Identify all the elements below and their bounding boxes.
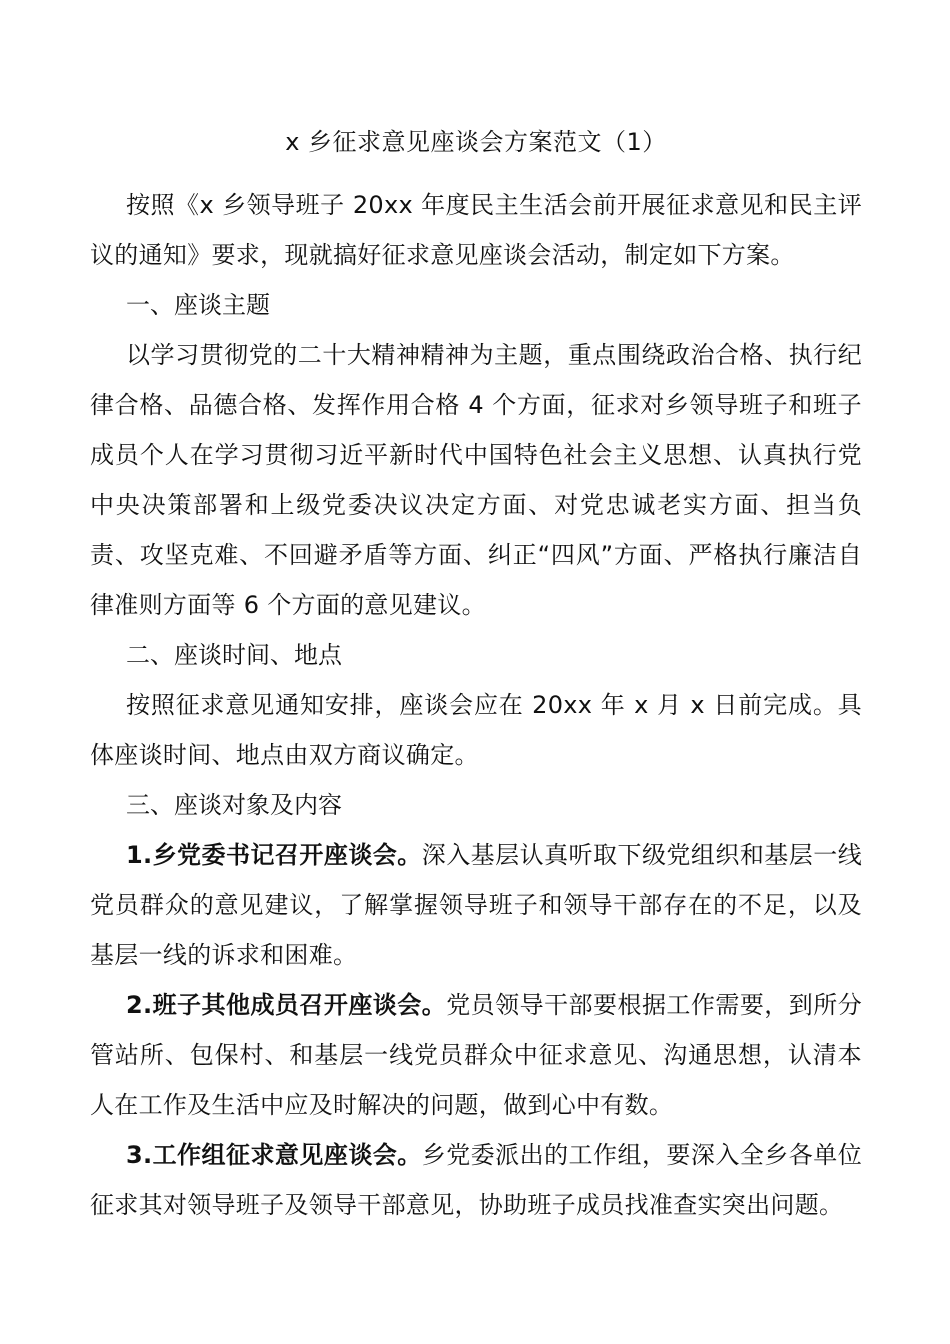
section3-item-1 bbox=[90, 830, 862, 980]
item-2-text: 党员领导干部要根据工作需要，到所分管站所、包保村、和基层一线党员群众中征求意见、沟通思想，认清本人在工作及生活中应及时解决的问题，做到心中有数。 bbox=[90, 991, 862, 1119]
item-3-text: 乡党委派出的工作组，要深入全乡各单位征求其对领导班子及领导干部意见，协助班子成员找准查实突出问题。 bbox=[90, 1141, 862, 1219]
intro-paragraph: 按照《x 乡领导班子 20xx 年度民主生活会前开展征求意见和民主评议的通知》要求，现就搞好征求意见座谈会活动，制定如下方案。 bbox=[90, 191, 862, 269]
item-1-text: 深入基层认真听取下级党组织和基层一线党员群众的意见建议，了解掌握领导班子和领导干部存在的不足，以及基层一线的诉求和困难。 bbox=[90, 841, 862, 969]
section3-heading: 三、座谈对象及内容 bbox=[126, 791, 342, 819]
section1-body: 以学习贯彻党的二十大精神精神为主题，重点围绕政治合格、执行纪律合格、品德合格、发挥作用合格 4 个方面，征求对乡领导班子和班子成员个人在学习贯彻习近平新时代中国特色社会主义思想、认真执行党中央决策部署和上级党委决议决定方面、对党忠诚老实方面、担当负责、攻坚克难、不回避矛盾等方面、纠正“四风”方面、严格执行廉洁自律准则方面等 6 个方面的意见建议。 bbox=[90, 341, 862, 619]
document-page bbox=[90, 118, 862, 1230]
item-1-lead: 1.乡党委书记召开座谈会。 bbox=[126, 841, 422, 869]
section2-heading: 二、座谈时间、地点 bbox=[126, 641, 342, 669]
section3-item-2 bbox=[90, 980, 862, 1130]
item-3-lead: 3.工作组征求意见座谈会。 bbox=[126, 1141, 422, 1169]
section1-heading: 一、座谈主题 bbox=[126, 291, 270, 319]
item-2-lead: 2.班子其他成员召开座谈会。 bbox=[126, 991, 447, 1019]
section3-item-3 bbox=[90, 1130, 862, 1230]
section2-body: 按照征求意见通知安排，座谈会应在 20xx 年 x 月 x 日前完成。具体座谈时间、地点由双方商议确定。 bbox=[90, 691, 862, 769]
document-title: x 乡征求意见座谈会方案范文（1） bbox=[285, 128, 667, 156]
